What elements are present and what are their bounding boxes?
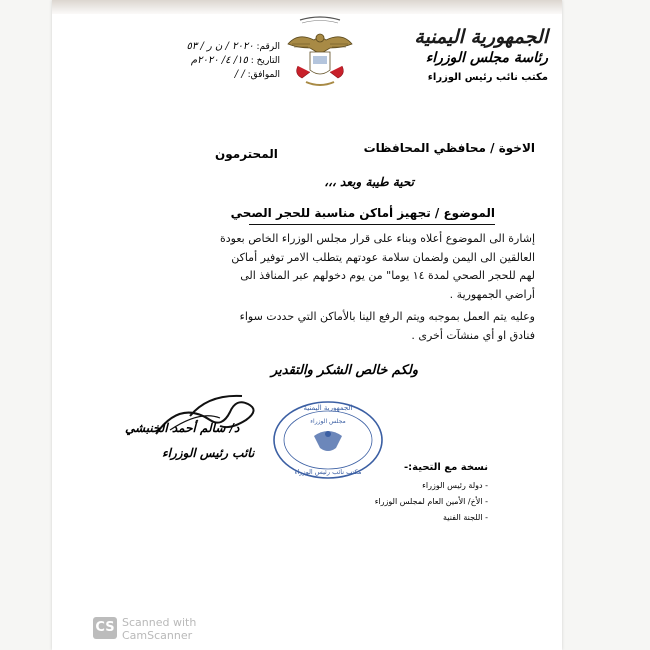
eagle-emblem-icon: [284, 14, 356, 92]
camscanner-watermark: [122, 616, 196, 642]
honorific: المحترمون: [215, 147, 278, 161]
scan-edge: [52, 0, 562, 14]
signer-name: د/ سالم أحمد الخنبشي: [125, 421, 240, 435]
body-paragraph-2: وعليه يتم العمل بموجبه ويتم الرفع الينا بالأماكن التي حددت سواء فنادق او أي منشآت أخرى .: [239, 310, 535, 342]
watermark-line-2: CamScanner: [122, 629, 193, 642]
republic-name: الجمهورية اليمنية: [414, 26, 548, 48]
copies-item: - الأخ/ الأمين العام لمجلس الوزراء: [374, 497, 488, 506]
ref-label: الرقم:: [256, 42, 280, 52]
corresponding-value: / /: [234, 69, 245, 80]
corresponding-label: الموافق:: [247, 70, 280, 80]
presidency-name: رئاسة مجلس الوزراء: [425, 50, 548, 66]
letter-body: [213, 230, 535, 345]
letterhead: [358, 26, 548, 83]
camscanner-logo-icon: CS: [93, 617, 117, 639]
greeting: تحية طيبة وبعد ،،،: [324, 175, 414, 189]
copies-title: نسخة مع التحية:-: [404, 462, 488, 473]
signer-title: نائب رئيس الوزراء: [162, 446, 255, 460]
body-paragraph-1: إشارة الى الموضوع أعلاه وبناء على قرار مجلس الوزراء الخاص بعودة العالقين الى اليمن ولضمان سلامة عودتهم يتطلب الامر توفير أماكن لهم للحجر الصحي لمدة ١٤ يوما" من يوم دخولهم عبر المنافذ الى أراضي الجمهورية .: [220, 232, 535, 301]
subject-line: الموضوع / تجهيز أماكن مناسبة للحجر الصحي: [230, 206, 495, 220]
copies-item: - دولة رئيس الوزراء: [422, 481, 488, 490]
stamp-bottom-text: مكتب نائب رئيس الوزراء: [294, 468, 362, 476]
ref-value: ٢٠٢٠ / ن ر / ٥٣: [186, 41, 254, 52]
date-label: التاريخ :: [250, 56, 280, 66]
office-name: مكتب نائب رئيس الوزراء: [427, 72, 548, 83]
reference-block: [100, 40, 280, 82]
copies-block: [338, 460, 488, 526]
copies-item: - اللجنة الفنية: [443, 513, 488, 522]
date-value: ١٥/ ٤/ ٢٠٢٠م: [190, 55, 248, 66]
watermark-line-1: Scanned with: [122, 616, 197, 629]
stamp-middle-text: مجلس الوزراء: [310, 418, 346, 425]
subject-underline: [249, 224, 495, 225]
closing-line: ولكم خالص الشكر والتقدير: [270, 363, 418, 378]
stamp-top-text: الجمهورية اليمنية: [303, 404, 353, 412]
recipient-line: الاخوة / محافظي المحافظات: [363, 141, 535, 155]
